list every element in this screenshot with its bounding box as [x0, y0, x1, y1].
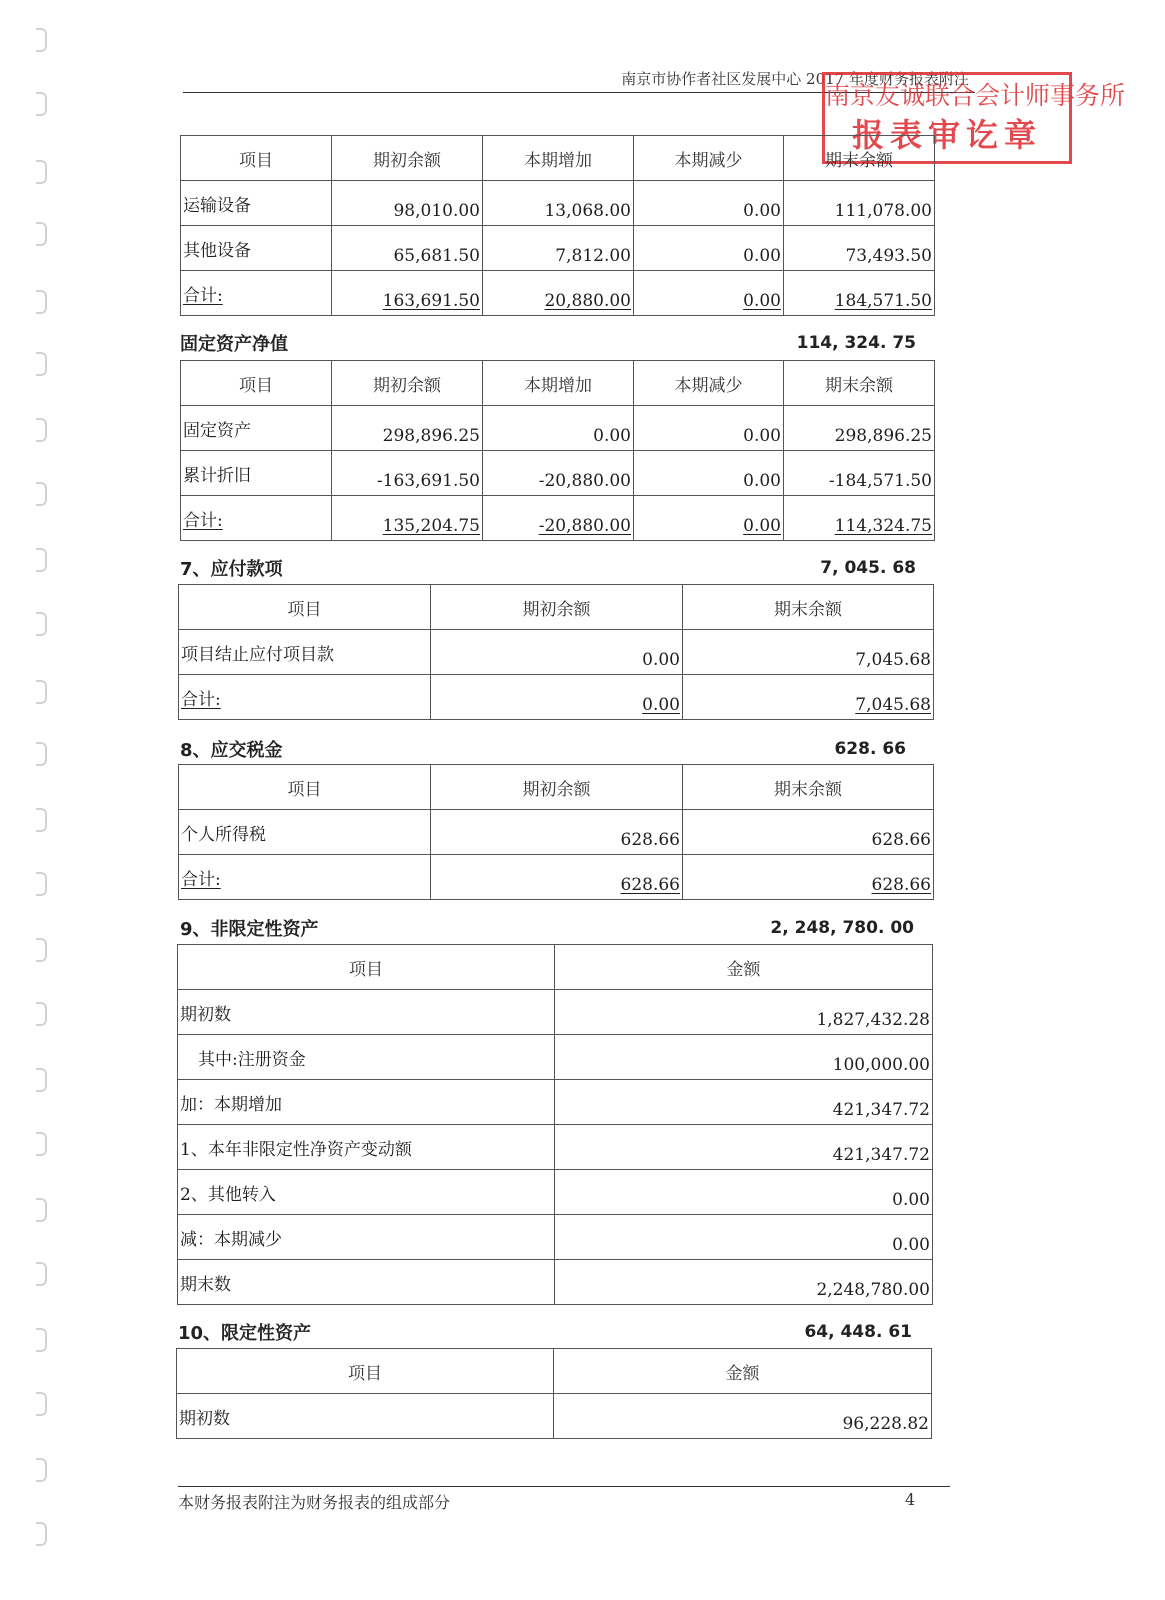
header-cell: 期末余额 [683, 585, 934, 630]
header-cell: 金额 [554, 1349, 932, 1394]
row-label: 1、本年非限定性净资产变动额 [178, 1125, 555, 1170]
row-label: 期末数 [178, 1260, 555, 1305]
row-label: 加：本期增加 [178, 1080, 555, 1125]
section-title-unrestricted-assets: 9、非限定性资产 [180, 919, 319, 940]
table-row [181, 451, 935, 496]
cell-value: 13,068.00 [483, 181, 634, 226]
header-cell: 项目 [179, 585, 431, 630]
taxes-payable-table [178, 764, 934, 900]
header-cell: 期初余额 [332, 361, 483, 406]
header-cell: 项目 [177, 1349, 554, 1394]
header-title: 南京市协作者社区发展中心 2017 年度财务报表附注 [621, 70, 969, 88]
header-cell: 本期减少 [634, 361, 784, 406]
cell-value: 0.00 [634, 226, 784, 271]
stamp-label: 报表审讫章 [851, 116, 1042, 154]
row-label: 固定资产 [181, 406, 332, 451]
header-cell: 期初余额 [332, 136, 483, 181]
table-row [178, 1035, 933, 1080]
cell-value: 7,812.00 [483, 226, 634, 271]
row-label: 运输设备 [181, 181, 332, 226]
cell-value: -184,571.50 [784, 451, 935, 496]
cell-value: 421,347.72 [555, 1125, 933, 1170]
cell-value: 298,896.25 [332, 406, 483, 451]
cell-value: 628.66 [431, 810, 683, 855]
total-value: 114,324.75 [834, 516, 932, 536]
row-label: 其他设备 [181, 226, 332, 271]
row-label: 其中:注册资金 [178, 1035, 555, 1080]
total-value: 0.00 [743, 516, 781, 536]
header-cell: 本期增加 [483, 136, 634, 181]
table-total-row [181, 496, 935, 541]
cell-value: 73,493.50 [784, 226, 935, 271]
total-value: 628.66 [871, 875, 931, 895]
total-value: 20,880.00 [544, 291, 631, 311]
table-header-row [181, 361, 935, 406]
total-label: 合计: [183, 285, 223, 306]
table-row [181, 181, 935, 226]
page-number: 4 [905, 1490, 916, 1509]
header-cell: 期末余额 [784, 136, 935, 181]
total-value: 163,691.50 [382, 291, 480, 311]
header-cell: 项目 [181, 361, 332, 406]
section-amount-taxes: 628. 66 [834, 739, 906, 759]
stamp-firm-name: 南京友诚联合会计师事务所 [825, 81, 1126, 110]
header-cell: 金额 [555, 945, 933, 990]
total-value: 0.00 [743, 291, 781, 311]
equipment-table [180, 135, 935, 316]
footer-divider [178, 1486, 950, 1487]
cell-value: 298,896.25 [784, 406, 935, 451]
cell-value: 628.66 [683, 810, 934, 855]
total-label: 合计: [181, 869, 221, 890]
section-amount-net-fixed: 114, 324. 75 [796, 333, 916, 353]
cell-value: -163,691.50 [332, 451, 483, 496]
cell-value: 0.00 [555, 1215, 933, 1260]
table-row [178, 990, 933, 1035]
table-row [181, 226, 935, 271]
payables-table [178, 584, 934, 720]
header-cell: 项目 [181, 136, 332, 181]
footer-note: 本财务报表附注为财务报表的组成部分 [178, 1493, 451, 1512]
cell-value: 65,681.50 [332, 226, 483, 271]
cell-value: 2,248,780.00 [555, 1260, 933, 1305]
table-row [178, 1125, 933, 1170]
total-value: -20,880.00 [538, 516, 631, 536]
section-title-taxes: 8、应交税金 [180, 740, 283, 761]
section-amount-unrestricted-assets: 2, 248, 780. 00 [770, 918, 914, 938]
cell-value: 0.00 [634, 451, 784, 496]
table-header-row [181, 136, 935, 181]
table-row [181, 406, 935, 451]
header-cell: 本期减少 [634, 136, 784, 181]
table-total-row [179, 675, 934, 720]
table-header-row [178, 945, 933, 990]
table-row [179, 630, 934, 675]
header-cell: 项目 [178, 945, 555, 990]
table-row [178, 1215, 933, 1260]
table-header-row [179, 585, 934, 630]
cell-value: 1,827,432.28 [555, 990, 933, 1035]
unrestricted-assets-table [177, 944, 933, 1305]
header-cell: 期初余额 [431, 585, 683, 630]
header-cell: 期初余额 [431, 765, 683, 810]
section-amount-payables: 7, 045. 68 [820, 558, 916, 578]
table-row [179, 810, 934, 855]
cell-value: 7,045.68 [683, 630, 934, 675]
table-header-row [179, 765, 934, 810]
cell-value: 0.00 [555, 1170, 933, 1215]
total-value: 628.66 [620, 875, 680, 895]
net-fixed-assets-table [180, 360, 935, 541]
total-value: 7,045.68 [855, 695, 931, 715]
header-cell: 本期增加 [483, 361, 634, 406]
cell-value: 111,078.00 [784, 181, 935, 226]
section-amount-restricted-assets: 64, 448. 61 [804, 1322, 912, 1342]
total-value: 0.00 [642, 695, 680, 715]
row-label: 累计折旧 [181, 451, 332, 496]
section-title-net-fixed: 固定资产净值 [180, 334, 288, 355]
restricted-assets-table [176, 1348, 932, 1439]
cell-value: 0.00 [634, 181, 784, 226]
cell-value: 100,000.00 [555, 1035, 933, 1080]
table-row [177, 1394, 932, 1439]
cell-value: 421,347.72 [555, 1080, 933, 1125]
table-row [178, 1080, 933, 1125]
total-label: 合计: [183, 510, 223, 531]
section-title-payables: 7、应付款项 [180, 559, 283, 580]
header-cell: 项目 [179, 765, 431, 810]
total-label: 合计: [181, 689, 221, 710]
table-total-row [181, 271, 935, 316]
table-header-row [177, 1349, 932, 1394]
row-label: 项目结止应付项目款 [179, 630, 431, 675]
header-cell: 期末余额 [683, 765, 934, 810]
row-label: 期初数 [177, 1394, 554, 1439]
total-value: 184,571.50 [834, 291, 932, 311]
table-row [178, 1170, 933, 1215]
row-label: 减：本期减少 [178, 1215, 555, 1260]
cell-value: -20,880.00 [483, 451, 634, 496]
row-label: 2、其他转入 [178, 1170, 555, 1215]
total-value: 135,204.75 [382, 516, 480, 536]
cell-value: 0.00 [431, 630, 683, 675]
header-cell: 期末余额 [784, 361, 935, 406]
binding-holes [0, 0, 60, 1600]
table-row [178, 1260, 933, 1305]
table-total-row [179, 855, 934, 900]
section-title-restricted-assets: 10、限定性资产 [178, 1323, 312, 1344]
row-label: 个人所得税 [179, 810, 431, 855]
cell-value: 98,010.00 [332, 181, 483, 226]
cell-value: 96,228.82 [554, 1394, 932, 1439]
cell-value: 0.00 [483, 406, 634, 451]
cell-value: 0.00 [634, 406, 784, 451]
row-label: 期初数 [178, 990, 555, 1035]
